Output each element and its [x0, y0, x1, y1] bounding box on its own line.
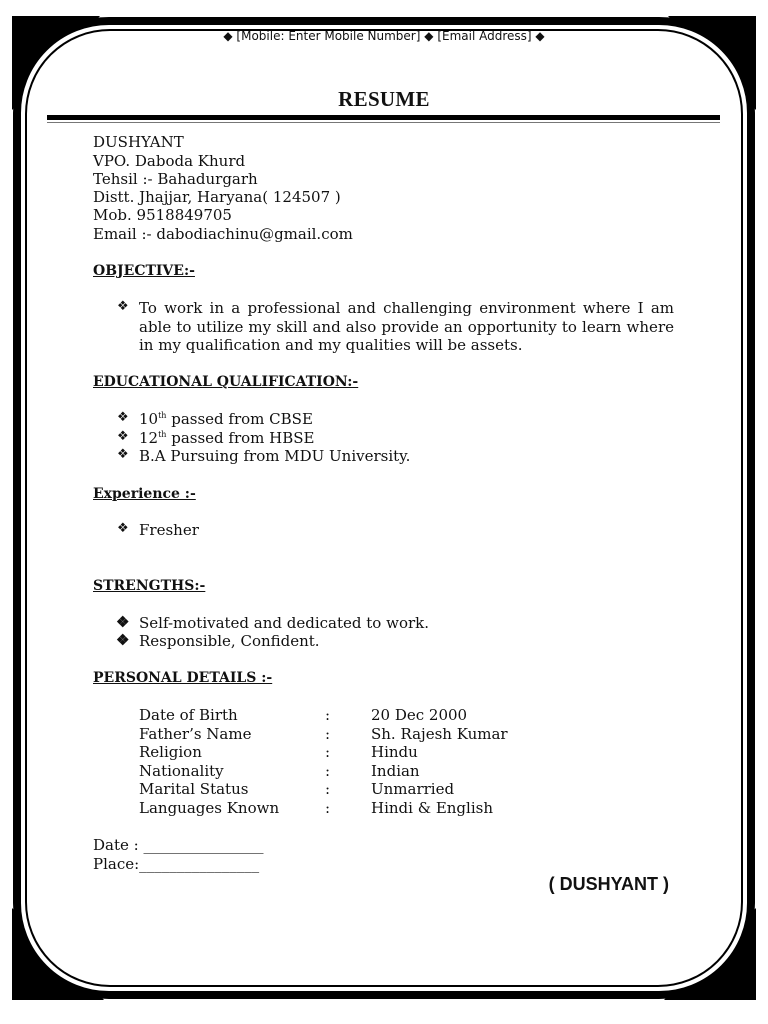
resume-title: RESUME — [338, 87, 430, 111]
education-item: 10th passed from CBSE — [139, 410, 313, 428]
filled-diamond-bullet-icon: ❖ — [116, 613, 130, 631]
detail-separator: : — [325, 743, 331, 761]
detail-value: 20 Dec 2000 — [371, 706, 468, 724]
detail-label: Nationality — [139, 762, 224, 780]
detail-value: Hindi & English — [371, 799, 493, 817]
detail-value: Sh. Rajesh Kumar — [371, 725, 508, 743]
place-field: Place:________________ — [93, 855, 260, 873]
objective-heading: OBJECTIVE:- — [93, 263, 195, 279]
detail-separator: : — [325, 799, 331, 817]
diamond-icon: ◆ — [223, 29, 233, 43]
mobile-placeholder: [Mobile: Enter Mobile Number] — [236, 29, 421, 43]
applicant-name: DUSHYANT — [93, 133, 184, 151]
strength-item: Responsible, Confident. — [139, 632, 320, 650]
diamond-icon: ◆ — [424, 29, 434, 43]
objective-text: To work in a professional and challenging environment where I am able to utilize my skill and also provide an opportunity to learn where in my qualification and my qualities will be assets. — [139, 299, 674, 355]
education-heading: EDUCATIONAL QUALIFICATION:- — [93, 374, 359, 390]
detail-separator: : — [325, 762, 331, 780]
filled-diamond-bullet-icon: ❖ — [116, 631, 130, 649]
detail-separator: : — [325, 780, 331, 798]
strength-item: Self-motivated and dedicated to work. — [139, 614, 430, 632]
header-divider-thin — [47, 122, 720, 123]
diamond-bullet-icon: ❖ — [117, 429, 129, 444]
address-line: Distt. Jhajjar, Haryana( 124507 ) — [93, 188, 341, 206]
detail-label: Marital Status — [139, 780, 249, 798]
strengths-heading: STRENGTHS:- — [93, 578, 206, 594]
detail-separator: : — [325, 725, 331, 743]
detail-value: Indian — [371, 762, 420, 780]
diamond-bullet-icon: ❖ — [117, 447, 129, 462]
header-divider — [47, 115, 720, 120]
signature-name: ( DUSHYANT ) — [548, 874, 669, 894]
experience-item: Fresher — [139, 521, 199, 539]
contact-line — [0, 29, 768, 43]
email-line: Email :- dabodiachinu@gmail.com — [93, 225, 353, 243]
diamond-bullet-icon: ❖ — [117, 521, 129, 536]
address-line: VPO. Daboda Khurd — [93, 152, 246, 170]
detail-label: Date of Birth — [139, 706, 238, 724]
diamond-bullet-icon: ❖ — [117, 299, 129, 314]
education-item: 12th passed from HBSE — [139, 429, 315, 447]
detail-label: Languages Known — [139, 799, 280, 817]
diamond-icon: ◆ — [535, 29, 545, 43]
detail-label: Father’s Name — [139, 725, 252, 743]
experience-heading: Experience :- — [93, 486, 196, 502]
diamond-bullet-icon: ❖ — [117, 410, 129, 425]
detail-label: Religion — [139, 743, 202, 761]
detail-value: Unmarried — [371, 780, 455, 798]
date-field: Date : ________________ — [93, 836, 264, 854]
education-item: B.A Pursuing from MDU University. — [139, 447, 411, 465]
detail-value: Hindu — [371, 743, 418, 761]
mobile-line: Mob. 9518849705 — [93, 206, 232, 224]
detail-separator: : — [325, 706, 331, 724]
email-placeholder: [Email Address] — [437, 29, 532, 43]
address-line: Tehsil :- Bahadurgarh — [93, 170, 258, 188]
personal-details-heading: PERSONAL DETAILS :- — [93, 670, 273, 686]
